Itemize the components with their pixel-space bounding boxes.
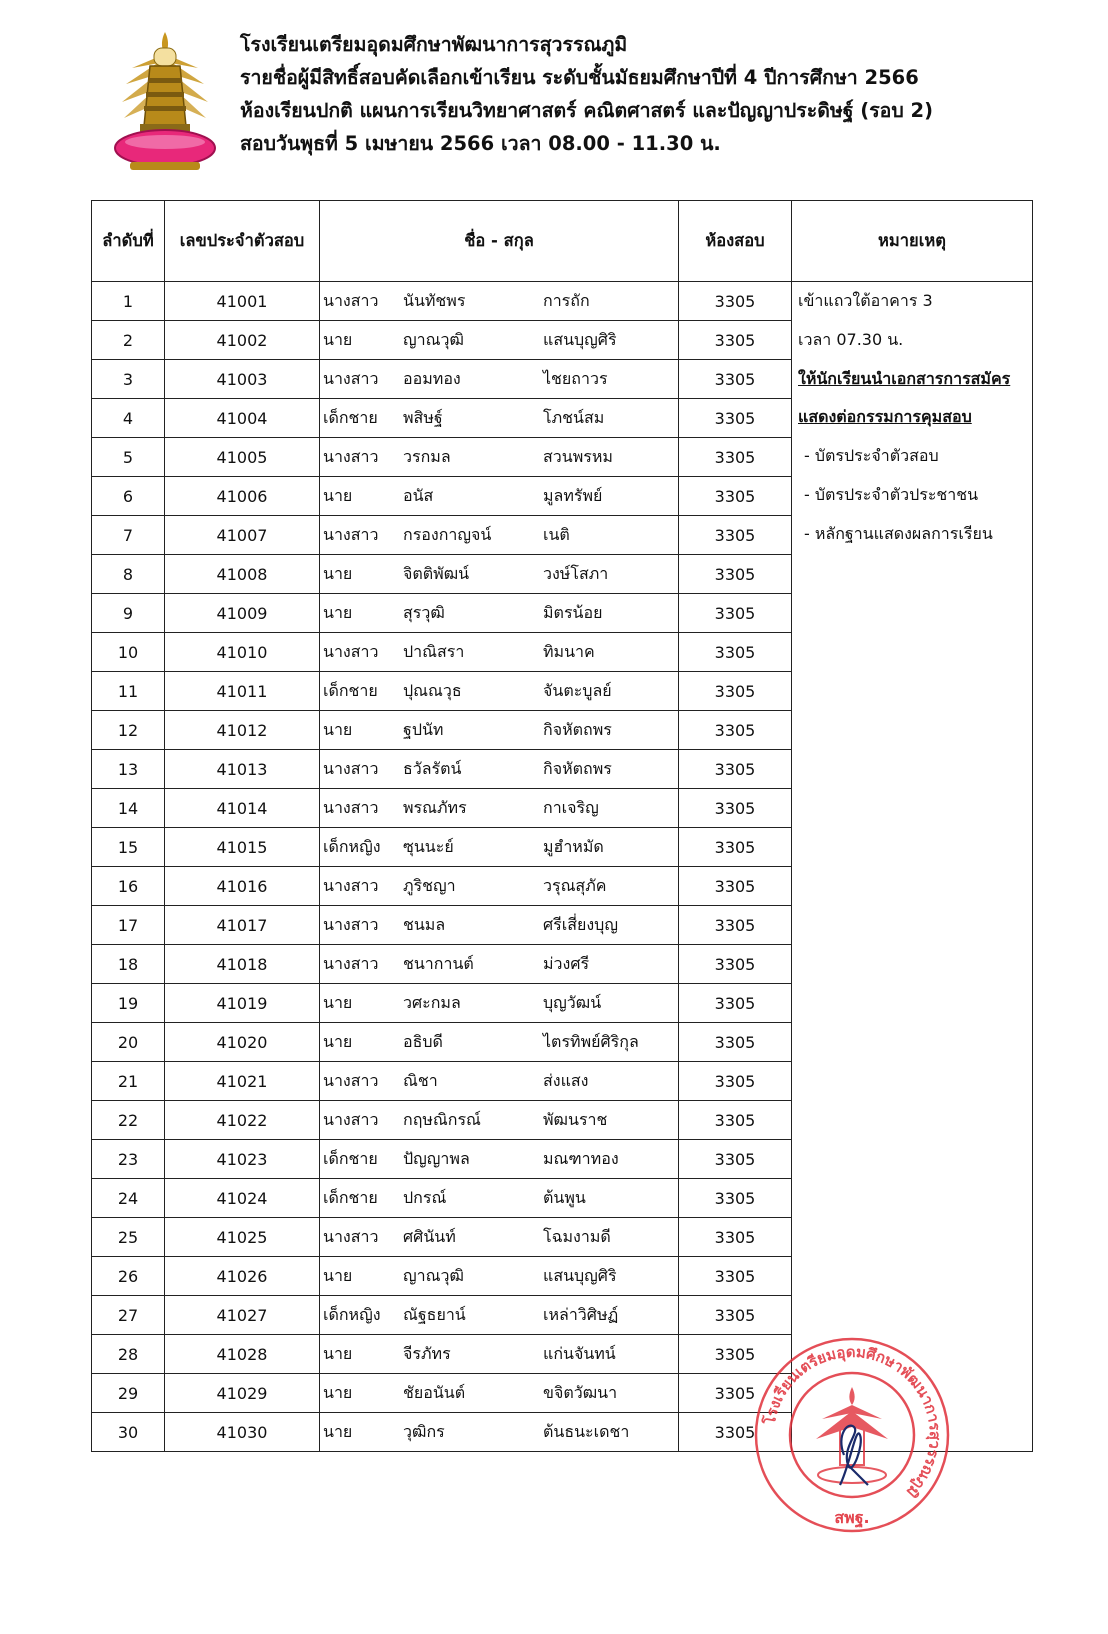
last-name: กิจหัตถพร [543, 758, 612, 778]
cell-room: 3305 [679, 633, 792, 672]
cell-index: 6 [92, 477, 165, 516]
cell-exam-id: 41015 [165, 828, 320, 867]
cell-room: 3305 [679, 555, 792, 594]
name-prefix: นาย [323, 485, 353, 505]
name-prefix: เด็กชาย [323, 680, 378, 700]
cell-name [320, 1023, 679, 1062]
cell-index: 10 [92, 633, 165, 672]
cell-name [320, 321, 679, 360]
cell-index: 15 [92, 828, 165, 867]
first-name: ปัญญาพล [403, 1148, 470, 1168]
cell-room: 3305 [679, 321, 792, 360]
cell-exam-id: 41027 [165, 1296, 320, 1335]
cell-exam-id: 41025 [165, 1218, 320, 1257]
cell-index: 19 [92, 984, 165, 1023]
cell-name [320, 867, 679, 906]
cell-exam-id: 41010 [165, 633, 320, 672]
name-prefix: นางสาว [323, 524, 379, 544]
cell-index: 17 [92, 906, 165, 945]
cell-name [320, 672, 679, 711]
cell-exam-id: 41017 [165, 906, 320, 945]
cell-room: 3305 [679, 438, 792, 477]
cell-room: 3305 [679, 945, 792, 984]
cell-name [320, 282, 679, 321]
name-prefix: นาย [323, 992, 353, 1012]
last-name: กิจหัตถพร [543, 719, 612, 739]
cell-index: 23 [92, 1140, 165, 1179]
last-name: โฉมงามดี [543, 1226, 611, 1246]
cell-name [320, 750, 679, 789]
name-prefix: นางสาว [323, 446, 379, 466]
cell-name [320, 1335, 679, 1374]
last-name: ต้นธนะเดชา [543, 1421, 630, 1441]
cell-room: 3305 [679, 672, 792, 711]
cell-room: 3305 [679, 1296, 792, 1335]
cell-exam-id: 41023 [165, 1140, 320, 1179]
cell-room: 3305 [679, 1335, 792, 1374]
header-index: ลำดับที่ [92, 201, 165, 282]
cell-room: 3305 [679, 360, 792, 399]
first-name: พรณภัทร [403, 797, 467, 817]
cell-room: 3305 [679, 1062, 792, 1101]
cell-name [320, 1179, 679, 1218]
name-prefix: นาย [323, 719, 353, 739]
candidate-table [91, 200, 1033, 1452]
cell-exam-id: 41001 [165, 282, 320, 321]
cell-room: 3305 [679, 1101, 792, 1140]
first-name: นันทัชพร [403, 290, 466, 310]
first-name: ณิชา [403, 1070, 438, 1090]
cell-exam-id: 41024 [165, 1179, 320, 1218]
name-prefix: นาย [323, 1265, 353, 1285]
cell-name [320, 438, 679, 477]
cell-name [320, 555, 679, 594]
note-line: - บัตรประจำตัวสอบ [804, 446, 939, 466]
first-name: อนัส [403, 485, 434, 505]
name-prefix: นางสาว [323, 797, 379, 817]
cell-room: 3305 [679, 789, 792, 828]
table-row [92, 282, 1033, 321]
name-prefix: นาย [323, 602, 353, 622]
note-line: เวลา 07.30 น. [798, 329, 904, 349]
cell-exam-id: 41019 [165, 984, 320, 1023]
cell-room: 3305 [679, 399, 792, 438]
cell-index: 1 [92, 282, 165, 321]
first-name: ปกรณ์ [403, 1187, 447, 1207]
last-name: ไตรทิพย์ศิริกุล [543, 1031, 639, 1051]
cell-room: 3305 [679, 282, 792, 321]
cell-index: 2 [92, 321, 165, 360]
cell-name [320, 1218, 679, 1257]
name-prefix: นางสาว [323, 758, 379, 778]
cell-index: 8 [92, 555, 165, 594]
name-prefix: นางสาว [323, 953, 379, 973]
note-line: แสดงต่อกรรมการคุมสอบ [798, 407, 972, 427]
name-prefix: นาย [323, 329, 353, 349]
cell-index: 13 [92, 750, 165, 789]
cell-exam-id: 41002 [165, 321, 320, 360]
note-line: เข้าแถวใต้อาคาร 3 [798, 291, 933, 310]
first-name: ภูริชญา [403, 875, 456, 895]
note-line: - หลักฐานแสดงผลการเรียน [804, 523, 993, 543]
cell-exam-id: 41028 [165, 1335, 320, 1374]
cell-index: 25 [92, 1218, 165, 1257]
name-prefix: เด็กชาย [323, 1148, 378, 1168]
cell-index: 9 [92, 594, 165, 633]
last-name: มูลทรัพย์ [543, 485, 603, 505]
cell-exam-id: 41022 [165, 1101, 320, 1140]
cell-exam-id: 41011 [165, 672, 320, 711]
cell-room: 3305 [679, 711, 792, 750]
program-title: ห้องเรียนปกติ แผนการเรียนวิทยาศาสตร์ คณิตศาสตร์ และปัญญาประดิษฐ์ (รอบ 2) [240, 99, 934, 122]
cell-name [320, 399, 679, 438]
name-prefix: นางสาว [323, 368, 379, 388]
list-title: รายชื่อผู้มีสิทธิ์สอบคัดเลือกเข้าเรียน ระดับชั้นมัธยมศึกษาปีที่ 4 ปีการศึกษา 2566 [240, 66, 919, 89]
cell-exam-id: 41029 [165, 1374, 320, 1413]
cell-index: 30 [92, 1413, 165, 1452]
last-name: ไชยถาวร [543, 368, 608, 388]
first-name: ปาณิสรา [403, 641, 465, 661]
cell-room: 3305 [679, 906, 792, 945]
cell-exam-id: 41003 [165, 360, 320, 399]
first-name: จิตติพัฒน์ [403, 563, 470, 583]
cell-name [320, 1062, 679, 1101]
cell-name [320, 1296, 679, 1335]
last-name: พัฒนราช [543, 1109, 608, 1129]
first-name: ชนมล [403, 914, 446, 934]
cell-index: 11 [92, 672, 165, 711]
last-name: จันตะบูลย์ [543, 680, 612, 700]
cell-name [320, 711, 679, 750]
name-prefix: นางสาว [323, 1070, 379, 1090]
school-logo-icon [112, 28, 218, 178]
first-name: กฤษณิกรณ์ [403, 1109, 481, 1129]
cell-room: 3305 [679, 750, 792, 789]
name-prefix: นางสาว [323, 914, 379, 934]
cell-room: 3305 [679, 1374, 792, 1413]
name-prefix: เด็กหญิง [323, 1304, 381, 1324]
cell-name [320, 984, 679, 1023]
cell-index: 28 [92, 1335, 165, 1374]
cell-index: 16 [92, 867, 165, 906]
cell-notes [792, 282, 1033, 1452]
cell-index: 7 [92, 516, 165, 555]
name-prefix: นางสาว [323, 1109, 379, 1129]
note-line: - บัตรประจำตัวประชาชน [804, 484, 979, 504]
last-name: ส่งแสง [543, 1070, 589, 1090]
last-name: เนติ [543, 524, 570, 544]
cell-exam-id: 41006 [165, 477, 320, 516]
last-name: แสนบุญศิริ [543, 1265, 617, 1285]
cell-room: 3305 [679, 1413, 792, 1452]
cell-exam-id: 41016 [165, 867, 320, 906]
name-prefix: เด็กชาย [323, 1187, 378, 1207]
name-prefix: นาย [323, 1382, 353, 1402]
cell-room: 3305 [679, 1257, 792, 1296]
exam-date: สอบวันพุธที่ 5 เมษายน 2566 เวลา 08.00 - 11.30 น. [240, 132, 721, 155]
document-header [240, 28, 1080, 160]
first-name: ออมทอง [403, 368, 461, 388]
cell-name [320, 789, 679, 828]
last-name: มณฑาทอง [543, 1148, 619, 1168]
cell-name [320, 633, 679, 672]
first-name: ซุนนะย์ [403, 836, 454, 856]
header-exam-id: เลขประจำตัวสอบ [165, 201, 320, 282]
first-name: ศศินันท์ [403, 1226, 456, 1246]
header-name: ชื่อ - สกุล [320, 201, 679, 282]
first-name: ณัฐธยาน์ [403, 1304, 466, 1324]
cell-name [320, 516, 679, 555]
cell-exam-id: 41018 [165, 945, 320, 984]
name-prefix: เด็กชาย [323, 407, 378, 427]
cell-exam-id: 41004 [165, 399, 320, 438]
cell-name [320, 906, 679, 945]
cell-index: 3 [92, 360, 165, 399]
last-name: ขจิตวัฒนา [543, 1382, 618, 1402]
name-prefix: นาย [323, 1343, 353, 1363]
cell-exam-id: 41012 [165, 711, 320, 750]
header-room: ห้องสอบ [679, 201, 792, 282]
first-name: ธวัลรัตน์ [403, 758, 462, 778]
cell-index: 5 [92, 438, 165, 477]
cell-name [320, 594, 679, 633]
cell-room: 3305 [679, 594, 792, 633]
official-seal-icon [752, 1335, 952, 1535]
name-prefix: นาย [323, 563, 353, 583]
last-name: วรุณสุภัค [543, 875, 607, 895]
cell-index: 4 [92, 399, 165, 438]
last-name: ม่วงศรี [543, 953, 590, 973]
cell-exam-id: 41030 [165, 1413, 320, 1452]
cell-exam-id: 41008 [165, 555, 320, 594]
first-name: วุฒิกร [403, 1421, 445, 1441]
last-name: แก่นจันทน์ [543, 1343, 616, 1363]
last-name: วงษ์โสภา [543, 563, 609, 583]
name-prefix: นางสาว [323, 875, 379, 895]
cell-index: 29 [92, 1374, 165, 1413]
cell-index: 24 [92, 1179, 165, 1218]
name-prefix: นางสาว [323, 641, 379, 661]
cell-name [320, 360, 679, 399]
cell-index: 26 [92, 1257, 165, 1296]
cell-exam-id: 41020 [165, 1023, 320, 1062]
first-name: วศะกมล [403, 992, 461, 1012]
first-name: ชัยอนันต์ [403, 1382, 466, 1402]
cell-room: 3305 [679, 1218, 792, 1257]
name-prefix: นางสาว [323, 290, 379, 310]
name-prefix: นางสาว [323, 1226, 379, 1246]
cell-exam-id: 41026 [165, 1257, 320, 1296]
last-name: กาเจริญ [543, 797, 599, 817]
cell-index: 20 [92, 1023, 165, 1062]
cell-exam-id: 41009 [165, 594, 320, 633]
cell-name [320, 1101, 679, 1140]
last-name: ศรีเสี่ยงบุญ [543, 914, 618, 934]
first-name: ปุณณวุธ [403, 680, 462, 700]
cell-name [320, 945, 679, 984]
name-prefix: นาย [323, 1421, 353, 1441]
cell-room: 3305 [679, 867, 792, 906]
cell-index: 18 [92, 945, 165, 984]
first-name: พสิษฐ์ [403, 407, 443, 427]
first-name: วรกมล [403, 446, 451, 466]
cell-room: 3305 [679, 984, 792, 1023]
first-name: ชนากานต์ [403, 953, 474, 973]
last-name: เหล่าวิศิษฏ์ [543, 1304, 619, 1324]
cell-exam-id: 41007 [165, 516, 320, 555]
last-name: มูฮำหมัด [543, 836, 604, 856]
note-line: ให้นักเรียนนำเอกสารการสมัคร [798, 368, 1011, 388]
last-name: การถัก [543, 290, 590, 310]
seal-ring-text: โรงเรียนเตรียมอุดมศึกษาพัฒนาการสุวรรณภูมิ [760, 1342, 945, 1502]
cell-room: 3305 [679, 477, 792, 516]
header-note: หมายเหตุ [792, 201, 1033, 282]
cell-name [320, 477, 679, 516]
cell-room: 3305 [679, 1140, 792, 1179]
last-name: มิตรน้อย [543, 602, 603, 622]
cell-name [320, 1257, 679, 1296]
cell-index: 14 [92, 789, 165, 828]
school-name: โรงเรียนเตรียมอุดมศึกษาพัฒนาการสุวรรณภูมิ [240, 33, 628, 56]
cell-index: 27 [92, 1296, 165, 1335]
last-name: ต้นพูน [543, 1187, 586, 1207]
cell-exam-id: 41014 [165, 789, 320, 828]
cell-name [320, 1413, 679, 1452]
last-name: แสนบุญศิริ [543, 329, 617, 349]
cell-name [320, 1374, 679, 1413]
cell-index: 12 [92, 711, 165, 750]
first-name: ญาณวุฒิ [403, 1265, 464, 1285]
first-name: อธิบดี [403, 1031, 443, 1051]
cell-room: 3305 [679, 1179, 792, 1218]
cell-room: 3305 [679, 1023, 792, 1062]
last-name: ทิมนาค [543, 641, 595, 661]
first-name: จีรภัทร [403, 1343, 451, 1363]
cell-name [320, 1140, 679, 1179]
last-name: สวนพรหม [543, 446, 613, 466]
cell-room: 3305 [679, 516, 792, 555]
table-header-row [92, 201, 1033, 282]
cell-index: 22 [92, 1101, 165, 1140]
table-body [92, 282, 1033, 1452]
cell-exam-id: 41013 [165, 750, 320, 789]
last-name: โภชน์สม [543, 407, 605, 427]
first-name: สุรวุฒิ [403, 602, 445, 622]
cell-name [320, 828, 679, 867]
first-name: ฐปนัท [403, 719, 444, 739]
name-prefix: นาย [323, 1031, 353, 1051]
cell-exam-id: 41021 [165, 1062, 320, 1101]
last-name: บุญวัฒน์ [543, 992, 602, 1012]
cell-exam-id: 41005 [165, 438, 320, 477]
name-prefix: เด็กหญิง [323, 836, 381, 856]
cell-room: 3305 [679, 828, 792, 867]
first-name: ญาณวุฒิ [403, 329, 464, 349]
first-name: กรองกาญจน์ [403, 524, 492, 544]
seal-abbrev: สพฐ. [834, 1508, 870, 1527]
cell-index: 21 [92, 1062, 165, 1101]
